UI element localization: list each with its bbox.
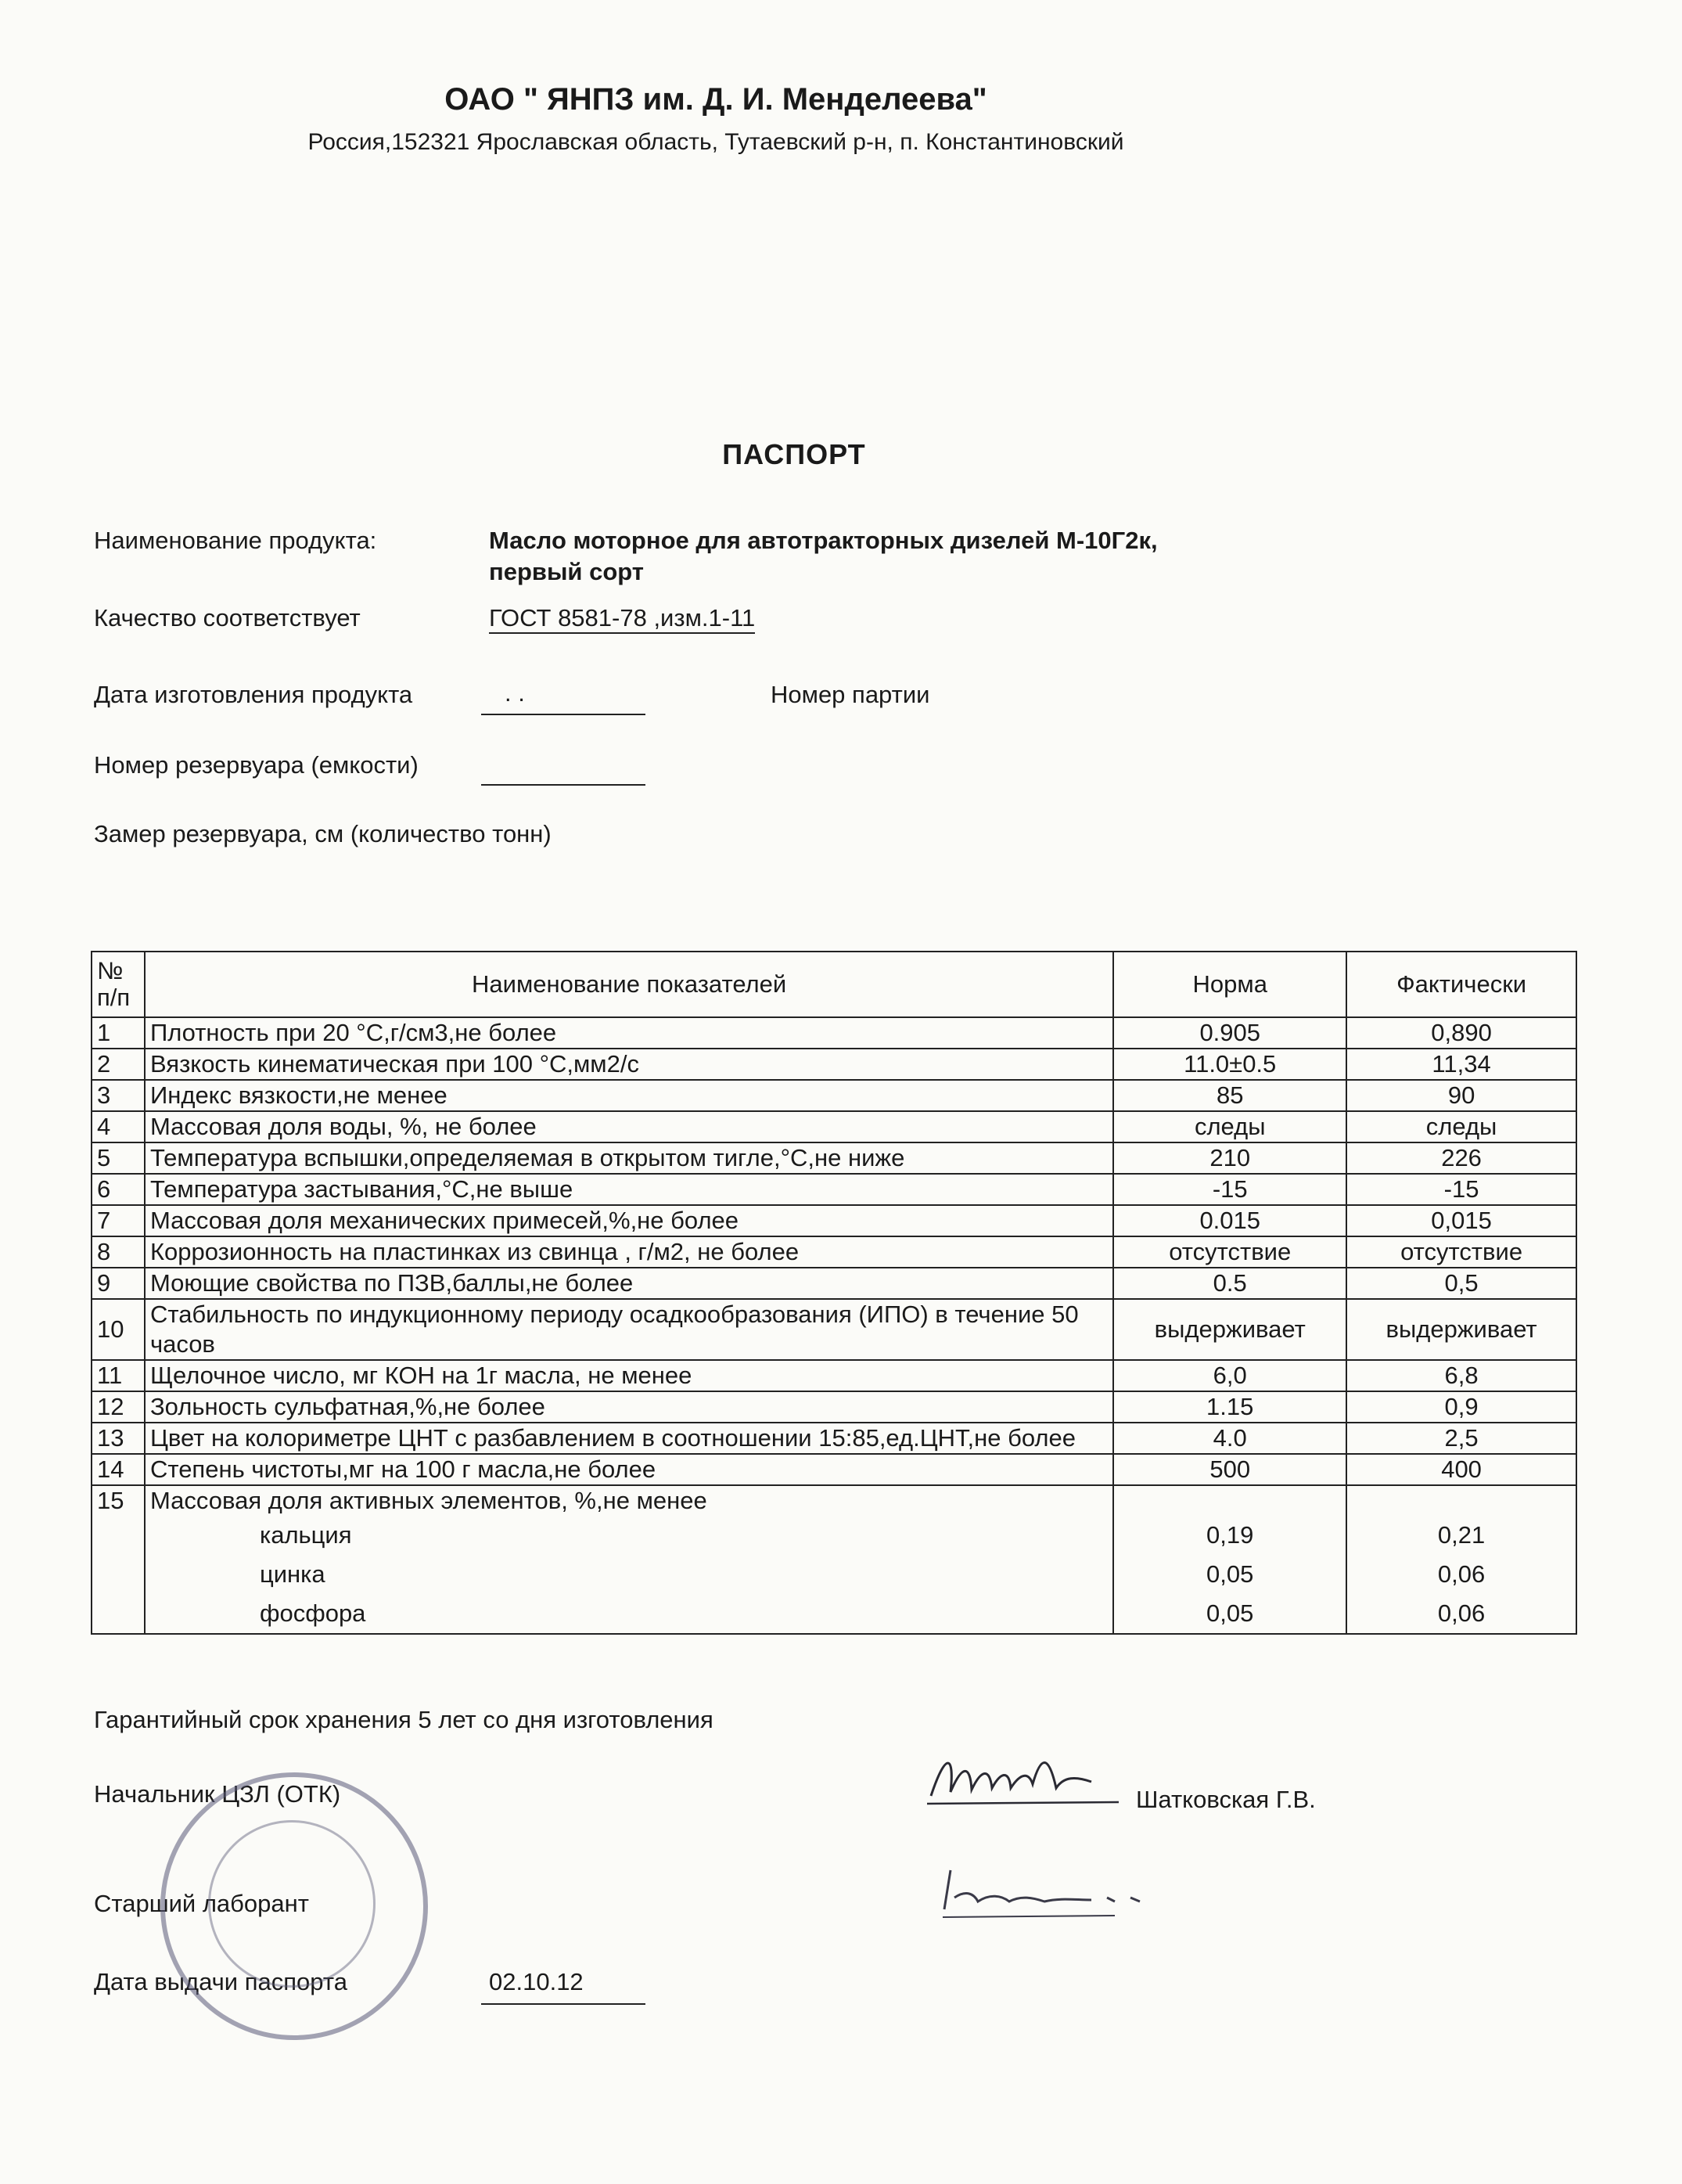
product-label: Наименование продукта: [94,527,377,554]
document-title: ПАСПОРТ [722,438,866,470]
company-address: Россия,152321 Ярославская область, Тутаевский р-н, п. Константиновский [307,129,1124,155]
table-header-row [92,952,1576,1017]
row-norm: 1.15 [1113,1391,1346,1423]
row-number: 3 [92,1080,145,1111]
warranty-text: Гарантийный срок хранения 5 лет со дня изготовления [94,1706,713,1733]
row-indicator-name: Коррозионность на пластинках из свинца , г/м2, не более [145,1236,1113,1268]
row-actual: 0,890 [1346,1017,1576,1049]
element-norm: 0,05 [1206,1560,1254,1588]
row-indicator-name: Массовая доля воды, %, не более [145,1111,1113,1142]
row-actual: 400 [1346,1454,1576,1485]
element-name: кальция [259,1521,352,1549]
table-row [92,1111,1576,1142]
production-date-line [481,714,645,715]
header-name: Наименование показателей [145,952,1113,1017]
row-number: 9 [92,1268,145,1299]
element-norm: 0,05 [1206,1599,1254,1627]
specs-table [91,951,1577,1635]
header-num: № п/п [92,952,145,1017]
table-row [92,1360,1576,1391]
row-number: 13 [92,1423,145,1454]
element-name: цинка [259,1560,325,1588]
issue-date-value: 02.10.12 [489,1968,584,1995]
element-actual: 0,06 [1437,1560,1486,1588]
issue-date-label: Дата выдачи паспорта [94,1968,347,1995]
element-norm: 0,19 [1206,1521,1254,1549]
table-row [92,1485,1576,1634]
row-number: 8 [92,1236,145,1268]
table-row [92,1299,1576,1360]
row-indicator-title: Массовая доля активных элементов, %,не менее [149,1487,707,1514]
row-norm: 210 [1113,1142,1346,1174]
table-row [92,1205,1576,1236]
element-actual: 0,06 [1437,1599,1486,1627]
table-row [92,1423,1576,1454]
row-indicator-name [145,1485,1113,1634]
row-actual: 0,9 [1346,1391,1576,1423]
row-number: 15 [92,1485,145,1634]
row-number: 7 [92,1205,145,1236]
row-actual: 11,34 [1346,1049,1576,1080]
row-actual: выдерживает [1346,1299,1576,1360]
row-norm: 0.015 [1113,1205,1346,1236]
row-actual: 6,8 [1346,1360,1576,1391]
element-name: фосфора [259,1599,366,1627]
table-row [92,1142,1576,1174]
table-row [92,1080,1576,1111]
row-norm: 85 [1113,1080,1346,1111]
table-row [92,1236,1576,1268]
production-date-value: . . [505,679,525,707]
row-number: 11 [92,1360,145,1391]
row-number: 10 [92,1299,145,1360]
row-actual: следы [1346,1111,1576,1142]
row-indicator-name: Зольность сульфатная,%,не более [145,1391,1113,1423]
row-number: 12 [92,1391,145,1423]
row-number: 4 [92,1111,145,1142]
row-actual: 226 [1346,1142,1576,1174]
row-norm [1113,1485,1346,1634]
row-indicator-name: Степень чистоты,мг на 100 г масла,не более [145,1454,1113,1485]
row-indicator-name: Массовая доля механических примесей,%,не более [145,1205,1113,1236]
row-number: 6 [92,1174,145,1205]
row-norm: 0.905 [1113,1017,1346,1049]
row-norm: -15 [1113,1174,1346,1205]
row-number: 14 [92,1454,145,1485]
row-actual: отсутствие [1346,1236,1576,1268]
row-actual: 0,015 [1346,1205,1576,1236]
senior-signature-icon [935,1855,1201,1925]
table-row [92,1454,1576,1485]
row-actual: -15 [1346,1174,1576,1205]
row-number: 5 [92,1142,145,1174]
row-actual: 0,5 [1346,1268,1576,1299]
row-norm: следы [1113,1111,1346,1142]
row-actual: 2,5 [1346,1423,1576,1454]
tank-number-line [481,784,645,786]
header-norm: Норма [1113,952,1346,1017]
row-actual [1346,1485,1576,1634]
row-indicator-name: Температура вспышки,определяемая в открытом тигле,°С,не ниже [145,1142,1113,1174]
company-name: ОАО " ЯНПЗ им. Д. И. Менделеева" [444,82,987,117]
row-norm: выдерживает [1113,1299,1346,1360]
tank-number-label: Номер резервуара (емкости) [94,751,419,779]
chief-signature-icon [923,1741,1127,1815]
product-name-line2: первый сорт [489,558,644,585]
row-norm: 500 [1113,1454,1346,1485]
chief-name: Шатковская Г.В. [1136,1786,1316,1813]
row-norm: 4.0 [1113,1423,1346,1454]
row-indicator-name: Плотность при 20 °С,г/см3,не более [145,1017,1113,1049]
row-norm: 11.0±0.5 [1113,1049,1346,1080]
quality-label: Качество соответствует [94,604,361,631]
row-number: 1 [92,1017,145,1049]
round-stamp-icon [160,1772,428,2040]
row-indicator-name: Стабильность по индукционному периоду осадкообразования (ИПО) в течение 50 часов [145,1299,1113,1360]
table-row [92,1391,1576,1423]
row-indicator-name: Моющие свойства по ПЗВ,баллы,не более [145,1268,1113,1299]
row-indicator-name: Щелочное число, мг КОН на 1г масла, не менее [145,1360,1113,1391]
row-indicator-name: Вязкость кинематическая при 100 °С,мм2/с [145,1049,1113,1080]
table-row [92,1049,1576,1080]
product-name-line1: Масло моторное для автотракторных дизелей М-10Г2к, [489,527,1158,554]
table-row [92,1174,1576,1205]
table-row [92,1268,1576,1299]
issue-date-line [481,2003,645,2005]
row-actual: 90 [1346,1080,1576,1111]
row-indicator-name: Индекс вязкости,не менее [145,1080,1113,1111]
row-norm: 6,0 [1113,1360,1346,1391]
table-row [92,1017,1576,1049]
row-indicator-name: Цвет на колориметре ЦНТ с разбавлением в соотношении 15:85,ед.ЦНТ,не более [145,1423,1113,1454]
quality-standard: ГОСТ 8581-78 ,изм.1-11 [489,604,755,634]
production-date-label: Дата изготовления продукта [94,681,413,708]
header-actual: Фактически [1346,952,1576,1017]
row-norm: отсутствие [1113,1236,1346,1268]
senior-lab-label: Старший лаборант [94,1890,309,1917]
tank-measure-label: Замер резервуара, см (количество тонн) [94,820,552,847]
batch-number-label: Номер партии [771,681,930,708]
chief-label: Начальник ЦЗЛ (ОТК) [94,1780,341,1808]
row-indicator-name: Температура застывания,°С,не выше [145,1174,1113,1205]
row-number: 2 [92,1049,145,1080]
element-actual: 0,21 [1437,1521,1486,1549]
row-norm: 0.5 [1113,1268,1346,1299]
